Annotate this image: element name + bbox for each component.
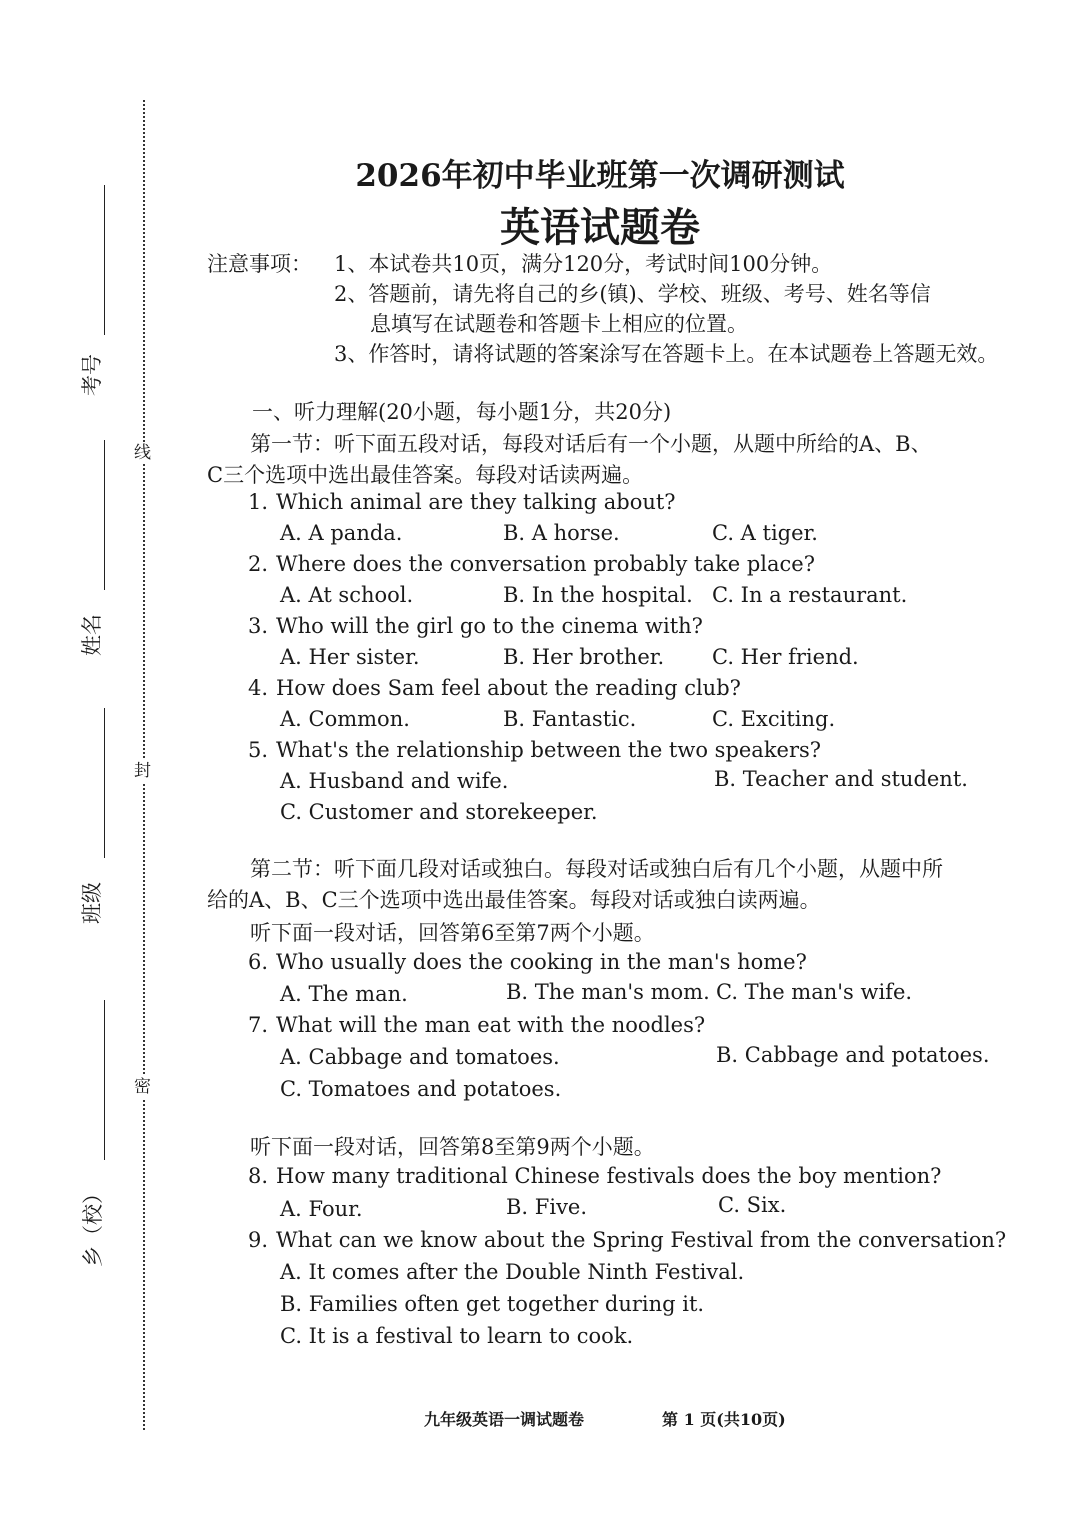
q4-option-b: B. Fantastic. <box>503 707 637 731</box>
seal-mark-mi: 密 <box>134 1077 151 1097</box>
intro-q8-q9: 听下面一段对话，回答第8至第9两个小题。 <box>250 1135 655 1159</box>
q6-option-b: B. The man's mom. <box>506 980 710 1004</box>
banji-label: 班级 <box>80 882 104 924</box>
q6-option-a: A. The man. <box>280 982 408 1006</box>
q6-option-c: C. The man's wife. <box>716 980 913 1004</box>
q5-option-b: B. Teacher and student. <box>714 767 968 791</box>
xingming-label: 姓名 <box>80 614 104 656</box>
q8-option-c: C. Six. <box>718 1193 787 1217</box>
question-7: 7. What will the man eat with the noodles? <box>247 1013 706 1037</box>
exam-title: 2026年初中毕业班第一次调研测试 <box>355 158 845 194</box>
q9-option-b: B. Families often get together during it. <box>280 1292 705 1316</box>
q1-option-b: B. A horse. <box>503 521 620 545</box>
xiangxiao-fill-line <box>104 1000 105 1160</box>
q8-option-a: A. Four. <box>280 1197 363 1221</box>
question-4: 4. How does Sam feel about the reading club? <box>247 676 741 700</box>
note-2a: 2、答题前，请先将自己的乡(镇)、学校、班级、考号、姓名等信 <box>334 282 931 306</box>
notes-label: 注意事项： <box>207 252 312 276</box>
q9-option-a: A. It comes after the Double Ninth Festival. <box>280 1260 745 1284</box>
footer-paper-name: 九年级英语一调试题卷 <box>424 1410 585 1429</box>
exam-subtitle: 英语试题卷 <box>500 204 700 251</box>
q3-option-c: C. Her friend. <box>712 645 859 669</box>
q1-option-a: A. A panda. <box>280 521 403 545</box>
q5-option-a: A. Husband and wife. <box>280 769 509 793</box>
section2-instruction-a: 第二节：听下面几段对话或独白。每段对话或独白后有几个小题，从题中所 <box>250 857 943 881</box>
footer-page-number: 第 1 页(共10页) <box>662 1410 786 1429</box>
question-2: 2. Where does the conversation probably take place? <box>247 552 815 576</box>
q3-option-b: B. Her brother. <box>503 645 665 669</box>
seal-mark-feng: 封 <box>134 761 151 781</box>
note-1: 1、本试卷共10页，满分120分，考试时间100分钟。 <box>334 252 833 276</box>
banji-fill-line <box>104 708 105 858</box>
note-3: 3、作答时，请将试题的答案涂写在答题卡上。在本试题卷上答题无效。 <box>334 342 999 366</box>
section1-instruction-b: C三个选项中选出最佳答案。每段对话读两遍。 <box>207 463 644 487</box>
question-6: 6. Who usually does the cooking in the man's home? <box>247 950 807 974</box>
question-8: 8. How many traditional Chinese festivals does the boy mention? <box>247 1164 942 1188</box>
q8-option-b: B. Five. <box>506 1195 588 1219</box>
q2-option-a: A. At school. <box>280 583 414 607</box>
xiangxiao-label: 乡（校） <box>81 1183 105 1267</box>
q2-option-b: B. In the hospital. <box>503 583 693 607</box>
question-5: 5. What's the relationship between the two speakers? <box>247 738 822 762</box>
seal-mark-xian: 线 <box>134 443 151 463</box>
q4-option-a: A. Common. <box>280 707 410 731</box>
q7-option-a: A. Cabbage and tomatoes. <box>280 1045 560 1069</box>
kaohao-label: 考号 <box>80 354 104 396</box>
q4-option-c: C. Exciting. <box>712 707 836 731</box>
section2-instruction-b: 给的A、B、C三个选项中选出最佳答案。每段对话或独白读两遍。 <box>207 888 821 912</box>
question-1: 1. Which animal are they talking about? <box>247 490 676 514</box>
q7-option-c: C. Tomatoes and potatoes. <box>280 1077 562 1101</box>
q7-option-b: B. Cabbage and potatoes. <box>716 1043 990 1067</box>
intro-q6-q7: 听下面一段对话，回答第6至第7两个小题。 <box>250 921 655 945</box>
section1-instruction-a: 第一节：听下面五段对话，每段对话后有一个小题，从题中所给的A、B、 <box>250 432 932 456</box>
part1-heading: 一、听力理解(20小题，每小题1分，共20分) <box>252 400 672 424</box>
q3-option-a: A. Her sister. <box>280 645 420 669</box>
q2-option-c: C. In a restaurant. <box>712 583 908 607</box>
q9-option-c: C. It is a festival to learn to cook. <box>280 1324 634 1348</box>
q1-option-c: C. A tiger. <box>712 521 818 545</box>
question-3: 3. Who will the girl go to the cinema with? <box>247 614 703 638</box>
question-9: 9. What can we know about the Spring Festival from the conversation? <box>247 1228 1007 1252</box>
q5-option-c: C. Customer and storekeeper. <box>280 800 598 824</box>
xingming-fill-line <box>104 440 105 590</box>
note-2b: 息填写在试题卷和答题卡上相应的位置。 <box>370 312 748 336</box>
